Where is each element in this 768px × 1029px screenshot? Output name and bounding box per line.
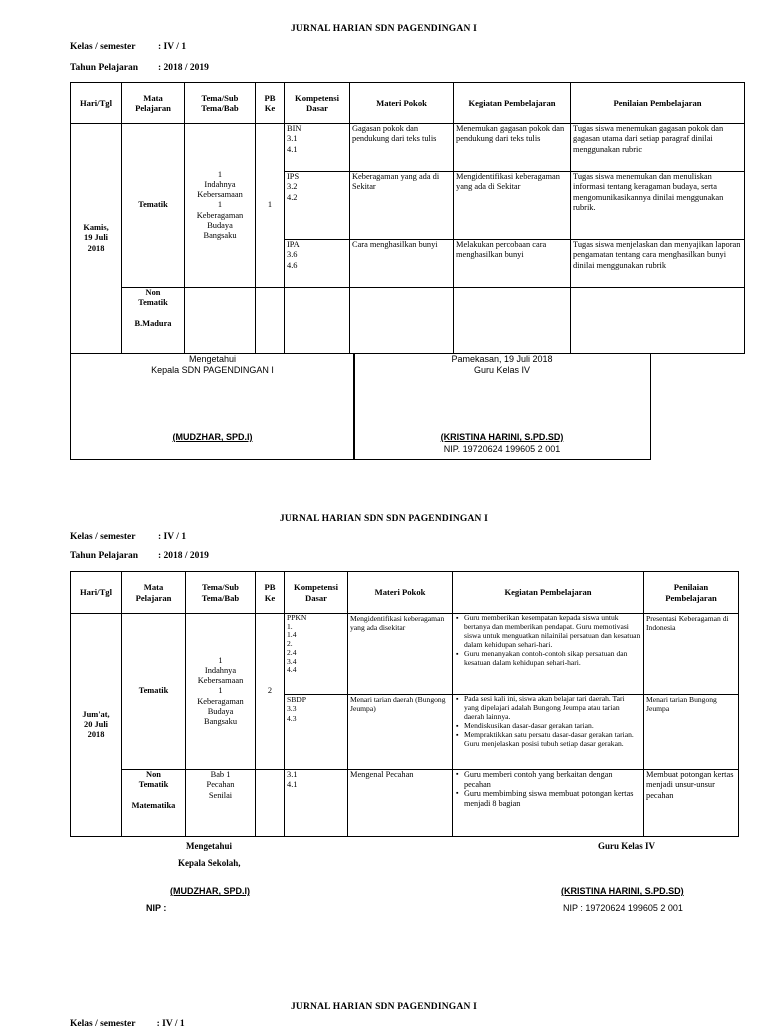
acknowledged-label: Mengetahui (186, 841, 232, 851)
principal-nip: NIP : (146, 903, 167, 913)
activity-cell (453, 695, 644, 770)
teacher-signature-box (353, 353, 651, 460)
theme-cell: 1 Indahnya Kebersamaan 1 Keberagaman Budaya Bangsaku (186, 614, 256, 770)
list-item: ▪ Mendiskusikan dasar-dasar gerakan tarian. (464, 722, 641, 731)
header-assessment: Penilaian Pembelajaran (571, 83, 745, 124)
subject-cell: Tematik (122, 614, 186, 770)
competence-cell: BIN 3.1 4.1 (285, 124, 350, 172)
material-cell: Mengidentifikasi keberagaman yang ada disekitar (348, 614, 453, 695)
header-material: Materi Pokok (348, 572, 453, 614)
pb-cell: 1 (256, 124, 285, 288)
theme-cell: Bab 1 Pecahan Senilai (186, 770, 256, 837)
teacher-nip: NIP : 19720624 199605 2 001 (563, 903, 683, 913)
day-cell: Jum'at, 20 Juli 2018 (71, 614, 122, 837)
header-pb: PB Ke (256, 572, 285, 614)
table-header-row (71, 572, 739, 614)
material-cell: Menari tarian daerah (Bungong Jeumpa) (348, 695, 453, 770)
table-row (71, 770, 739, 837)
list-item: ▪ Guru memberikan kesempatan kepada siswa untuk bertanya dan memberikan pendapat. Guru memotivasi siswa untuk menguatkan nilainilai persatuan dan kesatuan dalam kehidupan sehari-hari. (464, 614, 641, 650)
list-item: ▪ Guru menanyakan contoh-contoh sikap persatuan dan kesatuan dalam kehidupan sehari-hari. (464, 650, 641, 668)
competence-cell: 3.1 4.1 (285, 770, 348, 837)
day-cell: Kamis, 19 Juli 2018 (71, 124, 122, 354)
journal-2-title: JURNAL HARIAN SDN SDN PAGENDINGAN I (279, 514, 489, 524)
header-day: Hari/Tgl (71, 83, 122, 124)
teacher-title: Guru Kelas IV (473, 365, 531, 375)
non-tematik-subject-cell: Non Tematik Matematika (122, 770, 186, 837)
empty-cell (571, 288, 745, 354)
assessment-cell: Tugas siswa menjelaskan dan menyajikan laporan pengamatan tentang cara menghasilkan bunyi dinilai menggunakan rubrik (571, 240, 745, 288)
class-semester-line (70, 42, 187, 52)
class-semester-value: : IV / 1 (158, 532, 187, 542)
school-year-label: Tahun Pelajaran (70, 63, 139, 73)
header-day: Hari/Tgl (71, 572, 122, 614)
table-row (71, 288, 745, 354)
list-item: ▪ Guru membimbing siswa membuat potongan kertas menjadi 8 bagian (464, 789, 641, 808)
material-cell: Keberagaman yang ada di Sekitar (350, 172, 454, 240)
place-date: Pamekasan, 19 Juli 2018 (451, 354, 553, 364)
school-year-value: : 2018 / 2019 (158, 63, 209, 73)
principal-title: Kepala SDN PAGENDINGAN I (151, 365, 274, 375)
material-cell: Mengenal Pecahan (348, 770, 453, 837)
non-tematik-subject-cell: Non Tematik B.Madura (122, 288, 185, 354)
material-cell: Cara menghasilkan bunyi (350, 240, 454, 288)
header-theme: Tema/Sub Tema/Bab (185, 83, 256, 124)
table-row (71, 614, 739, 695)
class-semester-line (70, 532, 187, 542)
table-header-row (71, 83, 745, 124)
journal-2-table (70, 571, 739, 837)
teacher-nip: NIP. 19720624 199605 2 001 (443, 444, 561, 454)
activity-cell: Mengidentifikasi keberagaman yang ada di Sekitar (454, 172, 571, 240)
teacher-name: (KRISTINA HARINI, S.PD.SD) (440, 432, 564, 442)
empty-cell (350, 288, 454, 354)
header-theme: Tema/Sub Tema/Bab (186, 572, 256, 614)
teacher-title: Guru Kelas IV (598, 841, 656, 851)
activity-cell (453, 770, 644, 837)
header-subject: Mata Pelajaran (122, 572, 186, 614)
list-item: ▪ Guru memberi contoh yang berkaitan dengan pecahan (464, 770, 641, 789)
class-semester-label: Kelas / semester (70, 532, 136, 542)
table-row (71, 124, 745, 172)
competence-cell: SBDP 3.3 4.3 (285, 695, 348, 770)
assessment-cell: Menari tarian Bungong Jeumpa (644, 695, 739, 770)
class-semester-label: Kelas / semester (70, 42, 136, 52)
competence-cell: IPS 3.2 4.2 (285, 172, 350, 240)
principal-title: Kepala Sekolah, (178, 858, 241, 868)
class-semester-value: : IV / 1 (158, 42, 187, 52)
acknowledged-label: Mengetahui (188, 354, 237, 364)
teacher-name: (KRISTINA HARINI, S.PD.SD) (561, 886, 684, 896)
header-activity: Kegiatan Pembelajaran (454, 83, 571, 124)
material-cell: Gagasan pokok dan pendukung dari teks tulis (350, 124, 454, 172)
competence-cell: IPA 3.6 4.6 (285, 240, 350, 288)
assessment-cell: Tugas siswa menemukan dan menuliskan informasi tentang keragaman budaya, serta mengomunikasikannya dinilai menggunakan rubrik. (571, 172, 745, 240)
assessment-cell: Presentasi Keberagaman di Indonesia (644, 614, 739, 695)
class-semester-line: Kelas / semester : IV / 1 (70, 1019, 185, 1029)
school-year-line (70, 551, 209, 561)
assessment-cell: Tugas siswa menemukan gagasan pokok dan gagasan utama dari setiap paragraf dinilai menggunakan rubric (571, 124, 745, 172)
assessment-cell: Membuat potongan kertas menjadi unsur-unsur pecahan (644, 770, 739, 837)
subject-cell: Tematik (122, 124, 185, 288)
competence-cell: PPKN 1. 1.4 2. 2.4 3.4 4.4 (285, 614, 348, 695)
school-year-label: Tahun Pelajaran (70, 551, 139, 561)
empty-cell (256, 288, 285, 354)
header-competence: Kompetensi Dasar (285, 572, 348, 614)
empty-cell (285, 288, 350, 354)
principal-name: (MUDZHAR, SPD.I) (170, 886, 250, 896)
activity-cell: Menemukan gagasan pokok dan pendukung dari teks tulis (454, 124, 571, 172)
journal-1-table (70, 82, 745, 354)
principal-signature-box (70, 353, 355, 460)
empty-cell (185, 288, 256, 354)
header-material: Materi Pokok (350, 83, 454, 124)
header-subject: Mata Pelajaran (122, 83, 185, 124)
journal-3-title: JURNAL HARIAN SDN PAGENDINGAN I (290, 1002, 477, 1012)
theme-cell: 1 Indahnya Kebersamaan 1 Keberagaman Budaya Bangsaku (185, 124, 256, 288)
list-item: ▪ Pada sesi kali ini, siswa akan belajar tari daerah. Tari yang dipelajari adalah Bungong Jeumpa atau tarian daerah lainnya. (464, 695, 641, 722)
principal-name: (MUDZHAR, SPD.I) (172, 432, 253, 442)
header-pb: PB Ke (256, 83, 285, 124)
header-activity: Kegiatan Pembelajaran (453, 572, 644, 614)
pb-cell: 2 (256, 614, 285, 770)
empty-cell (454, 288, 571, 354)
empty-cell (256, 770, 285, 837)
header-competence: Kompetensi Dasar (285, 83, 350, 124)
header-assessment: Penilaian Pembelajaran (644, 572, 739, 614)
school-year-line (70, 63, 209, 73)
school-year-value: : 2018 / 2019 (158, 551, 209, 561)
activity-cell (453, 614, 644, 695)
journal-1-title: JURNAL HARIAN SDN PAGENDINGAN I (290, 24, 477, 34)
list-item: ▪ Mempraktikkan satu persatu dasar-dasar gerakan tarian. Guru menjelaskan posisi tubuh setiap dasar gerakan. (464, 731, 641, 749)
activity-cell: Melakukan percobaan cara menghasilkan bunyi (454, 240, 571, 288)
